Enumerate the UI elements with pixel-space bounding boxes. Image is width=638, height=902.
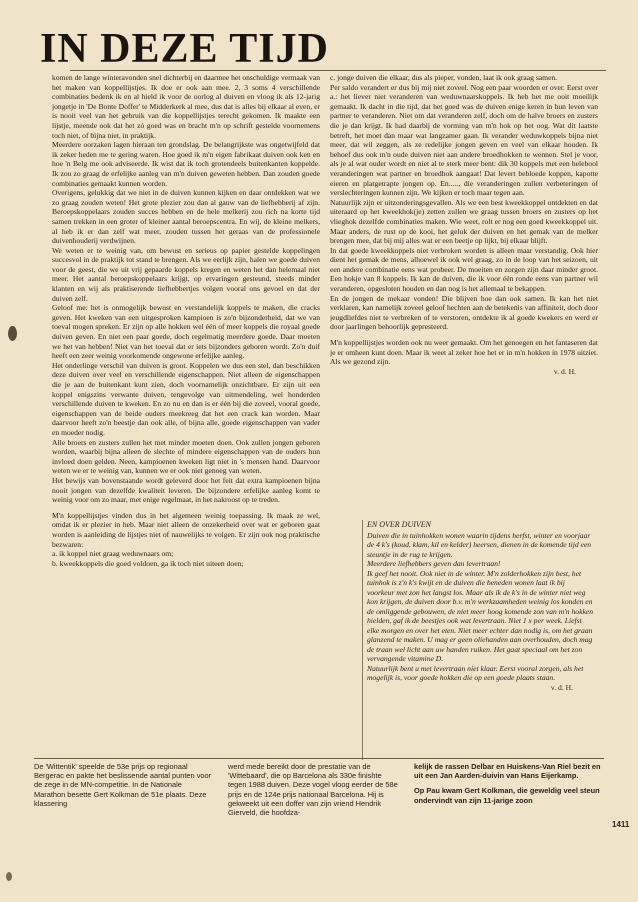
- paragraph: Het bewijs van bovenstaande wordt geleverd door het feit dat extra kampioenen bijna nooit jongen van dezelfde kwaliteit leveren. De bijzondere erfelijke aanleg komt te weinig voor om zo maar, met enige regelmaat, in het nakroost op te treden.: [52, 475, 320, 505]
- paragraph: Alle broers en zusters zullen het met minder moeten doen. Ook zullen jongen geboren worden, waarbij bijna alleen de slechte of mindere eigenschappen van de ouders hun invloed doen gelden. Neen, kampioenen kweken ligt niet in 's mensen hand. Daarvoor weten we er te weinig van, kunnen we er ook niet genoeg van weten.: [52, 437, 320, 476]
- title-rule: [70, 70, 606, 71]
- bottom-rule: [34, 758, 604, 759]
- caption-column-3: [414, 762, 604, 842]
- article-column-2: [330, 73, 598, 503]
- sidebar-box: [362, 520, 593, 760]
- page-number: 1411: [612, 820, 630, 829]
- paragraph: Overigens, gelukkig dat we niet in de duiven kunnen kijken en daar ontdekken wat we zo graag zouden weten! Het grote plezier zou dan al gauw van de liefhebberij af zijn. Beroepskoppelaars zouden succes hebben en de hele melkerij zou rich na korte tijd samen trekken in een groter of kleiner aantal beroepscentra. En wij, de kleine melkers, al heb ik er dan zelf wat meer, zouden tussen het geraas van de professionele duivenhouderij verdwijnen.: [52, 188, 320, 246]
- paragraph: In dat goede kweekkoppels niet verbroken worden is alleen maar verstandig. Ook hier dient het gemak de mens, alhoewel ik ook wel graag, zo in de loop van het seizoen, uit een andere combinatie eens wat probeer. De moeiten en zorgen zijn daar minder groot. Een hokje van 8 koppels. Ik kan de duiven, die ik voor één ronde eens van partner wil veranderen, opgesloten houden en dan nog is het allemaal te bekappen.: [330, 245, 598, 294]
- paragraph: M'n koppellijstjes vinden dus in het algemeen weinig toepassing. Ik maak ze wel, omdat ik er plezier in heb. Maar niet alleen de onzekerheid over wat er geboren gaat worden is aanleiding de lijstjes niet of nauwelijks te volgen. Er zijn ook nog praktische bezwaren:: [52, 510, 320, 549]
- sidebar-paragraph: Ik geef het nooit. Ook niet in de winter. M'n zolderhokken zijn best, het tuinhok is z'n k's kwijt en de duiven die beneden wonen laat ik bij voorkeur met zon het langst los. Maar als ik de k's in de winter niet weg kon krijgen, de duiven door b.v. m'n werkzaamheden weinig los konden en de omliggende gebouwen, de niet meer hoog komende zon van m'n hokken hielden, gaf ik de beestjes ook wat levertraan. Niet 1 x per week. Liefst elke morgen en over het eten. Niet meer echter dan nodig is, om het graan glanzend te maken. U mag er geen oliehanden aan overhouden, doch mag de traan wel licht aan uw handen ruiken. Het gaat speciaal om het zon vervangende vitamine D.: [367, 568, 593, 663]
- paragraph: M'n koppellijstjes worden ook nu weer gemaakt. Om het genoegen en het fantaseren dat je er omheen kunt doen. Maar ik weet al zeker hoe het er in m'n hokken in 1978 uitziet. Als we gezond zijn.: [330, 338, 598, 367]
- sidebar-heading: EN OVER DUIVEN: [367, 520, 431, 529]
- sidebar-paragraph: Natuurlijk bent u met levertraan niet klaar. Eerst vooral zorgen, als het mogelijk is, voor goede hokken die op een goede plaats staan.: [367, 663, 584, 682]
- caption-text: kelijk de rassen Delbar en Huiskens-Van Riel bezit en uit een Jan Aarden-duivin van Hans Eijerkamp.: [414, 762, 601, 781]
- sidebar-paragraph: Duiven die in tuinhokken wonen waarin tijdens herfst, winter en voorjaar de 4 k's (koud, klam, kil en kelder) heersen, dienen in de komende tijd een steuntje in de rug te krijgen.: [367, 530, 592, 559]
- paragraph: Het onderlinge verschil van duiven is groot. Koppelen we dus een stel, dan beschikken deze duiven over veel en verschillende eigenschappen. Niet alleen de eigenschappen die je aan de buitenkant kunt zien, doch voornamelijk onzichtbare. Er zijn uit een koppel enigszins verwante duiven, tengevolge van uitmendeling, wel honderden verschillende duiven te kweken. En zo nu en dan is er één bij die zoveel, vooral goede, eigenschappen van de beide ouders meekreeg dat het een crack kan worden. Maar daarvoor heeft zo'n beestje dan ook alle, of bijna alle, goede eigenschappen van vader en moeder nodig.: [52, 360, 320, 437]
- paragraph: c. jonge duiven die elkaar, dus als pieper, vonden, laat ik ook graag samen.: [330, 73, 558, 82]
- sidebar-paragraph: Meerdere liefhebbers geven dan levertraan!: [367, 559, 501, 568]
- caption-column-2: werd mede bereikt door de prestatie van de 'Wittebaard', die op Barcelona als 330e finishte tegen 1988 duiven. Deze vogel vloog eerder de 58e prijs en de 124e prijs nationaal Barcelona. Hij is gekweekt uit een doffer van zijn vriend Hendrik Gierveld, die hoofdza-: [228, 762, 398, 818]
- punch-hole: [8, 326, 17, 341]
- paragraph: Geloof me: het is onmogelijk bewust en verstandelijk koppels te maken, die cracks geven. Het kweken van een uitgesproken kampioen is zo'n bijzonderheid, dat we van toeval mogen spreken. Er zijn op alle hokken wel één of meer koppels die royaal goede duiven geven. En niet een paar goede, doch regelmatig meerdere goede. Daar moeten we het van hebben! Niet van het toeval dat er iets bijzonders geboren wordt. Zo'n duif heeft een zeer weinig voorkomende ongewone erfelijke aanleg.: [52, 303, 320, 361]
- list-item: a. ik koppel niet graag weduwnaars om;: [52, 549, 174, 559]
- sidebar-signature: v. d. H.: [550, 682, 573, 692]
- caption-text: Op Pau kwam Gert Kolkman, die geweldig veel steun ondervindt van zijn 11-jarige zoon: [414, 786, 600, 805]
- paragraph: Per saldo verandert er dus bij mij niet zoveel. Nog een paar woorden er over. Eerst over a.: het liever niet veranderen van weduwnaarskoppels. Ik heb het me ooit moeilijk gemaakt. Ik dacht in die tijd, dat het goed was de duiven enige keren in hun leven van partner te veranderen. Niet om dat veranderen zelf, doch om de halve broers en zusters die je dan krijgt. Ik had daarbij de vorming van m'n hok op het oog. Wat dit laatste betreft, het moet dan maar wat langzamer gaan. Ik verander weduwkoppels bijna niet meer, dat wil zeggen, als ze redelijke jongen geven en veel van elkaar houden. Ik behoef dus ook m'n oude duiven niet aan andere broedhokken te wennen. Stel je voor, als je al wat ouder wordt en niet al te sterk meer bent: dik 30 koppels met een helebool veranderingen wat partner en broedhok aangaat! Dat levert bebloede koppen, kapotte eieren en platgetrapte jongen op. En....., die veranderingen zullen verbeteringen of verslechteringen kunnen zijn. We kijken er toch maar tegen aan.: [330, 82, 598, 198]
- punch-hole: [6, 872, 12, 881]
- paragraph: komen de lange winteravonden snel dichterbij en daarmee het onschuldige vermaak van het maken van koppellijstjes. Ik doe er ook aan mee. 2, 3 soms 4 verschillende combinaties bedenk ik en al hield ik voor de oorlog al duiven en vloog ik als 12-jarig jongetje in 'De Bonte Doffer' te Midderkerk al mee, dus dat is alles bij elkaar al even, er is nooit veel van het gebruik van die koppellijstjes terecht gekomen. Ik maakte een lijstje, meende ook dat het zó goed was en bracht m'n op schrift gestelde voornemens toch niet, of bijna niet, in praktijk.: [52, 73, 320, 140]
- list-item: b. kweekkoppels die goed voldoen, ga ik toch niet uiteen doen;: [52, 558, 244, 568]
- paragraph: En de jongen de mekaar vonden! Die blijven hoe dan ook samen. Ik kan het niet verklaren, kan namelijk zoveel geloof hechten aan de betekenis van affiniteit, doch door jeugdliefdes niet te verbreken of te verstoren, ontdekte ik al goede kwekers en werd er door jaarlingen behoorlijk gepresteerd.: [330, 293, 598, 332]
- paragraph: We weten er te weinig van, om bewust en serieus op papier gestelde koppelingen succesvol in de praktijk tot stand te brengen. Als we eerlijk zijn, halen we goede duiven voor de geest, die we uit vrij gepaarde koppels kregen en weten het dan helemaal niet meer. Het aantal beroepskoppelaars krijgt, op ervaringen gesteund, steeds minder klanten en wij als praktiserende liefhebbertjes volgen vooral ons gevoel en dat der duiven zelf.: [52, 245, 320, 303]
- page-title: IN DEZE TIJD: [40, 26, 329, 72]
- paragraph: Meerdere oorzaken lagen hieraan ten grondslag. De belangrijkste was ongetwijfeld dat ik zeker heden me te gering waren. Hoe goed ik m'n eigen fabrikaat duiven ook ken en hoe 'n Belg me ook adviseerde. Ik wist dat ik toch grotendeels buitenkanten koppelde. Ik zou zo graag de erfelijke aanleg van m'n duiven geweten hebben. Dan zouden goede combinaties gemaakt kunnen worden.: [52, 140, 320, 188]
- paragraph: Natuurlijk zijn er uitzonderingsgevallen. Als we een best kweekkoppel ontdekten en dat uiteraard op het kweekhok(je) zetten zullen we graag tussen broers en zusters op het vlieghok dezelfde combinaties maken. Wie weet, rolt er nog een goed kweekkoppel uit. Maar anders, de rust op de kooi, het geluk der duiven en het gemak van de melker brengen mee, dat bij mij alles wat er een beetje op lijkt, bij elkaar blijft.: [330, 197, 598, 246]
- article-column-1: [52, 73, 320, 753]
- caption-column-1: De 'Wittentik' speelde de 53e prijs op regionaal Bergerac en pakte het beslissende aantal punten voor de zege in de MN-competitie. In de Nationale Marathon besette Gert Kolkman de 51e plaats. Deze klassering: [34, 762, 212, 808]
- author-signature: v. d. H.: [553, 366, 576, 376]
